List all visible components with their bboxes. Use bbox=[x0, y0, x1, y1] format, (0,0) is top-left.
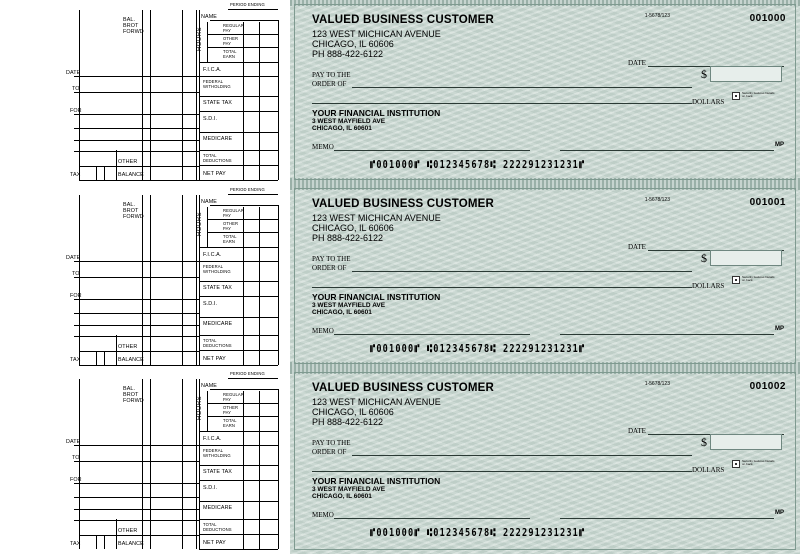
stub-rule bbox=[199, 465, 278, 466]
customer-address-2: CHICAGO, IL 60606 bbox=[312, 39, 394, 49]
stub-rule bbox=[207, 34, 278, 35]
stub-rule bbox=[207, 403, 278, 404]
withholding-label: WITHOLDING bbox=[203, 269, 231, 274]
memo-line[interactable] bbox=[334, 518, 530, 519]
stub-rule bbox=[207, 47, 278, 48]
customer-address-1: 123 WEST MICHICAN AVENUE bbox=[312, 213, 441, 223]
stub-rule bbox=[259, 22, 260, 180]
stub-rule bbox=[243, 207, 244, 365]
stub-rule bbox=[199, 76, 278, 77]
memo-line[interactable] bbox=[334, 334, 530, 335]
medicare-label: MEDICARE bbox=[203, 505, 233, 511]
amount-box[interactable] bbox=[710, 66, 782, 82]
stub-rule bbox=[199, 261, 278, 262]
stub-rule bbox=[228, 9, 278, 10]
name-label: NAME bbox=[201, 199, 217, 205]
other-pay-label: OTHER bbox=[223, 36, 239, 41]
bank-name: YOUR FINANCIAL INSTITUTION bbox=[312, 476, 441, 486]
net-pay-label: NET PAY bbox=[203, 356, 226, 362]
stub-rule bbox=[228, 194, 278, 195]
deductions-label: DEDUCTIONS bbox=[203, 158, 232, 163]
memo-label: MEMO bbox=[312, 511, 334, 519]
order-of-label: ORDER OF bbox=[312, 264, 347, 272]
bank-address-2: CHICAGO, IL 60601 bbox=[312, 309, 372, 316]
stub-rule bbox=[259, 391, 260, 549]
stub-rule bbox=[79, 10, 80, 180]
payroll-stub bbox=[0, 185, 290, 369]
total-deductions-label: TOTAL bbox=[203, 153, 217, 158]
regular-pay-label: REGULAR bbox=[223, 392, 244, 397]
forwd-label: FORWD bbox=[123, 214, 144, 220]
check bbox=[290, 368, 800, 554]
stub-rule bbox=[96, 166, 97, 180]
stub-rule bbox=[199, 431, 278, 432]
bank-address-1: 3 WEST MAYFIELD AVE bbox=[312, 118, 386, 125]
dollar-sign: $ bbox=[701, 67, 707, 81]
stub-rule bbox=[199, 549, 278, 550]
signature-line[interactable] bbox=[560, 334, 774, 335]
total-earn-label-2: EARN bbox=[223, 239, 236, 244]
pay-to-label: PAY TO THE bbox=[312, 71, 351, 79]
medicare-label: MEDICARE bbox=[203, 136, 233, 142]
stub-rule bbox=[74, 128, 199, 129]
security-note: Security features Details on back. bbox=[742, 275, 775, 283]
payroll-stub bbox=[0, 0, 290, 184]
stub-rule bbox=[210, 20, 278, 21]
stub-rule bbox=[142, 195, 143, 365]
stub-rule bbox=[182, 379, 183, 549]
dollar-sign: $ bbox=[701, 251, 707, 265]
stub-rule bbox=[199, 296, 278, 297]
total-earn-label-2: EARN bbox=[223, 423, 236, 428]
total-earn-label-2: EARN bbox=[223, 54, 236, 59]
order-of-label: ORDER OF bbox=[312, 80, 347, 88]
stub-rule bbox=[79, 535, 199, 536]
state-tax-label: STATE TAX bbox=[203, 100, 232, 106]
stub-rule bbox=[259, 207, 260, 365]
memo-label: MEMO bbox=[312, 143, 334, 151]
stub-rule bbox=[79, 365, 199, 366]
stub-rule bbox=[104, 535, 105, 549]
stub-rule bbox=[210, 389, 278, 390]
payroll-stub bbox=[0, 369, 290, 553]
fica-label: F.I.C.A. bbox=[203, 67, 222, 73]
sdi-label: S.D.I. bbox=[203, 485, 218, 491]
lock-icon bbox=[732, 460, 740, 468]
other-pay-label: OTHER bbox=[223, 405, 239, 410]
customer-address-2: CHICAGO, IL 60606 bbox=[312, 223, 394, 233]
date-label: DATE bbox=[66, 439, 81, 445]
check-number: 001001 bbox=[749, 197, 786, 208]
amount-words-line[interactable] bbox=[312, 471, 692, 472]
date-label: DATE bbox=[628, 59, 646, 67]
other-pay-label-2: PAY bbox=[223, 41, 232, 46]
stub-rule bbox=[199, 480, 278, 481]
total-deductions-label: TOTAL bbox=[203, 522, 217, 527]
bank-name: YOUR FINANCIAL INSTITUTION bbox=[312, 292, 441, 302]
stub-rule bbox=[199, 165, 278, 166]
stub-rule bbox=[96, 535, 97, 549]
date-label: DATE bbox=[66, 255, 81, 261]
customer-phone: PH 888-422-6122 bbox=[312, 417, 384, 427]
stub-rule bbox=[104, 351, 105, 365]
regular-pay-label: REGULAR bbox=[223, 23, 244, 28]
withholding-label: WITHOLDING bbox=[203, 84, 231, 89]
stub-rule bbox=[74, 325, 199, 326]
stub-rule bbox=[150, 195, 151, 365]
stub-rule bbox=[96, 351, 97, 365]
stub-rule bbox=[278, 389, 279, 549]
pay-to-label: PAY TO THE bbox=[312, 255, 351, 263]
stub-rule bbox=[79, 379, 80, 549]
stub-rule bbox=[199, 335, 278, 336]
medicare-label: MEDICARE bbox=[203, 321, 233, 327]
stub-rule bbox=[74, 76, 199, 77]
forwd-label: FORWD bbox=[123, 398, 144, 404]
stub-rule bbox=[79, 180, 199, 181]
brot-label: BROT bbox=[123, 392, 139, 398]
amount-box[interactable] bbox=[710, 250, 782, 266]
tax-label: TAX bbox=[70, 172, 81, 178]
tax-label: TAX bbox=[70, 357, 81, 363]
stub-rule bbox=[74, 277, 199, 278]
deductions-label: DEDUCTIONS bbox=[203, 527, 232, 532]
bal-label: BAL. bbox=[123, 202, 136, 208]
hours-text: HOURS bbox=[197, 395, 204, 421]
pay-to-label: PAY TO THE bbox=[312, 439, 351, 447]
dollars-label: DOLLARS bbox=[692, 98, 725, 106]
stub-rule bbox=[278, 20, 279, 180]
other-pay-label-2: PAY bbox=[223, 226, 232, 231]
stub-rule bbox=[199, 445, 278, 446]
sdi-label: S.D.I. bbox=[203, 301, 218, 307]
stub-rule bbox=[74, 461, 199, 462]
stub-rule bbox=[199, 132, 278, 133]
stub-rule bbox=[199, 150, 278, 151]
to-label: TO bbox=[72, 86, 80, 92]
amount-words-line[interactable] bbox=[312, 103, 692, 104]
security-note: Security features Details on back. bbox=[742, 459, 775, 467]
stub-rule bbox=[199, 180, 278, 181]
stub-rule bbox=[74, 336, 199, 337]
payee-line[interactable] bbox=[352, 87, 692, 88]
stub-rule bbox=[116, 335, 117, 365]
hours-text: HOURS bbox=[197, 211, 204, 237]
dollar-sign: $ bbox=[701, 435, 707, 449]
other-pay-label: OTHER bbox=[223, 221, 239, 226]
stub-rule bbox=[79, 195, 80, 365]
bal-label: BAL. bbox=[123, 17, 136, 23]
total-deductions-label: TOTAL bbox=[203, 338, 217, 343]
routing-fraction: 1-5678/123 bbox=[644, 197, 670, 203]
stub-rule bbox=[199, 62, 278, 63]
stub-rule bbox=[79, 351, 199, 352]
hours-label bbox=[198, 24, 208, 58]
stub-rule bbox=[142, 379, 143, 549]
stub-rule bbox=[74, 445, 199, 446]
customer-name: VALUED BUSINESS CUSTOMER bbox=[312, 382, 495, 394]
forwd-label: FORWD bbox=[123, 29, 144, 35]
other-label: OTHER bbox=[118, 528, 138, 534]
order-of-label: ORDER OF bbox=[312, 448, 347, 456]
regular-pay-label-2: PAY bbox=[223, 213, 232, 218]
dollars-label: DOLLARS bbox=[692, 282, 725, 290]
stub-rule bbox=[210, 205, 278, 206]
state-tax-label: STATE TAX bbox=[203, 469, 232, 475]
customer-phone: PH 888-422-6122 bbox=[312, 233, 384, 243]
date-label: DATE bbox=[628, 427, 646, 435]
stub-rule bbox=[74, 151, 199, 152]
customer-address-1: 123 WEST MICHICAN AVENUE bbox=[312, 29, 441, 39]
security-note: Security features Details on back. bbox=[742, 91, 775, 99]
stub-rule bbox=[243, 22, 244, 180]
bal-label: BAL. bbox=[123, 386, 136, 392]
stub-rule bbox=[74, 299, 199, 300]
bank-address-2: CHICAGO, IL 60601 bbox=[312, 493, 372, 500]
for-label: FOR bbox=[70, 108, 82, 114]
memo-label: MEMO bbox=[312, 327, 334, 335]
to-label: TO bbox=[72, 455, 80, 461]
micr-line: ⑈001000⑈ ⑆012345678⑆ 222291231231⑈ bbox=[370, 526, 586, 539]
stub-rule bbox=[142, 10, 143, 180]
stub-rule bbox=[199, 317, 278, 318]
for-label: FOR bbox=[70, 477, 82, 483]
balance-label: BALANCE bbox=[118, 172, 144, 178]
stub-rule bbox=[79, 166, 199, 167]
regular-pay-label-2: PAY bbox=[223, 28, 232, 33]
micr-line: ⑈001000⑈ ⑆012345678⑆ 222291231231⑈ bbox=[370, 342, 586, 355]
fica-label: F.I.C.A. bbox=[203, 252, 222, 258]
stub-rule bbox=[199, 365, 278, 366]
federal-label: FEDERAL bbox=[203, 264, 224, 269]
stub-rule bbox=[182, 10, 183, 180]
tax-label: TAX bbox=[70, 541, 81, 547]
stub-rule bbox=[150, 10, 151, 180]
period-ending-label: PERIOD ENDING bbox=[230, 187, 265, 192]
balance-label: BALANCE bbox=[118, 541, 144, 547]
other-label: OTHER bbox=[118, 344, 138, 350]
routing-fraction: 1-5678/123 bbox=[644, 13, 670, 19]
stub-rule bbox=[199, 247, 278, 248]
stub-rule bbox=[199, 534, 278, 535]
regular-pay-label-2: PAY bbox=[223, 397, 232, 402]
stub-rule bbox=[207, 416, 278, 417]
total-earn-label: TOTAL bbox=[223, 49, 237, 54]
check bbox=[290, 184, 800, 368]
stub-rule bbox=[74, 520, 199, 521]
stub-rule bbox=[199, 111, 278, 112]
stub-rule bbox=[74, 92, 199, 93]
check-number: 001000 bbox=[749, 13, 786, 24]
lock-icon bbox=[732, 92, 740, 100]
fica-label: F.I.C.A. bbox=[203, 436, 222, 442]
deductions-label: DEDUCTIONS bbox=[203, 343, 232, 348]
name-label: NAME bbox=[201, 383, 217, 389]
name-label: NAME bbox=[201, 14, 217, 20]
stub-rule bbox=[74, 261, 199, 262]
amount-box[interactable] bbox=[710, 434, 782, 450]
hours-label bbox=[198, 393, 208, 427]
bank-name: YOUR FINANCIAL INSTITUTION bbox=[312, 108, 441, 118]
stub-rule bbox=[104, 166, 105, 180]
payee-line[interactable] bbox=[352, 271, 692, 272]
stub-rule bbox=[116, 150, 117, 180]
brot-label: BROT bbox=[123, 208, 139, 214]
date-label: DATE bbox=[628, 243, 646, 251]
federal-label: FEDERAL bbox=[203, 79, 224, 84]
net-pay-label: NET PAY bbox=[203, 540, 226, 546]
stub-rule bbox=[74, 114, 199, 115]
signature-line[interactable] bbox=[560, 518, 774, 519]
stub-rule bbox=[74, 497, 199, 498]
stub-rule bbox=[199, 96, 278, 97]
dollars-label: DOLLARS bbox=[692, 466, 725, 474]
amount-words-line[interactable] bbox=[312, 287, 692, 288]
net-pay-label: NET PAY bbox=[203, 171, 226, 177]
customer-phone: PH 888-422-6122 bbox=[312, 49, 384, 59]
total-earn-label: TOTAL bbox=[223, 418, 237, 423]
stub-rule bbox=[207, 232, 278, 233]
balance-label: BALANCE bbox=[118, 357, 144, 363]
check bbox=[290, 0, 800, 184]
hours-text: HOURS bbox=[197, 26, 204, 52]
customer-address-1: 123 WEST MICHICAN AVENUE bbox=[312, 397, 441, 407]
check-number: 001002 bbox=[749, 381, 786, 392]
for-label: FOR bbox=[70, 293, 82, 299]
other-label: OTHER bbox=[118, 159, 138, 165]
stub-rule bbox=[199, 281, 278, 282]
withholding-label: WITHOLDING bbox=[203, 453, 231, 458]
hours-label bbox=[198, 209, 208, 243]
stub-rule bbox=[199, 350, 278, 351]
stub-rule bbox=[199, 519, 278, 520]
stub-rule bbox=[199, 501, 278, 502]
customer-name: VALUED BUSINESS CUSTOMER bbox=[312, 14, 495, 26]
stub-rule bbox=[243, 391, 244, 549]
customer-address-2: CHICAGO, IL 60606 bbox=[312, 407, 394, 417]
federal-label: FEDERAL bbox=[203, 448, 224, 453]
brot-label: BROT bbox=[123, 23, 139, 29]
routing-fraction: 1-5678/123 bbox=[644, 381, 670, 387]
stub-rule bbox=[74, 483, 199, 484]
stub-rule bbox=[150, 379, 151, 549]
bank-address-2: CHICAGO, IL 60601 bbox=[312, 125, 372, 132]
micr-line: ⑈001000⑈ ⑆012345678⑆ 222291231231⑈ bbox=[370, 158, 586, 171]
total-earn-label: TOTAL bbox=[223, 234, 237, 239]
to-label: TO bbox=[72, 271, 80, 277]
bank-address-1: 3 WEST MAYFIELD AVE bbox=[312, 302, 386, 309]
period-ending-label: PERIOD ENDING bbox=[230, 371, 265, 376]
signature-line[interactable] bbox=[560, 150, 774, 151]
sdi-label: S.D.I. bbox=[203, 116, 218, 122]
stub-rule bbox=[182, 195, 183, 365]
date-label: DATE bbox=[66, 70, 81, 76]
state-tax-label: STATE TAX bbox=[203, 285, 232, 291]
stub-rule bbox=[207, 219, 278, 220]
period-ending-label: PERIOD ENDING bbox=[230, 2, 265, 7]
stub-rule bbox=[74, 140, 199, 141]
stub-rule bbox=[74, 313, 199, 314]
stub-rule bbox=[74, 509, 199, 510]
regular-pay-label: REGULAR bbox=[223, 208, 244, 213]
lock-icon bbox=[732, 276, 740, 284]
memo-line[interactable] bbox=[334, 150, 530, 151]
stub-rule bbox=[116, 519, 117, 549]
stub-rule bbox=[278, 205, 279, 365]
bank-address-1: 3 WEST MAYFIELD AVE bbox=[312, 486, 386, 493]
mp-label: MP bbox=[775, 510, 784, 516]
payee-line[interactable] bbox=[352, 455, 692, 456]
other-pay-label-2: PAY bbox=[223, 410, 232, 415]
stub-rule bbox=[228, 378, 278, 379]
customer-name: VALUED BUSINESS CUSTOMER bbox=[312, 198, 495, 210]
mp-label: MP bbox=[775, 326, 784, 332]
mp-label: MP bbox=[775, 142, 784, 148]
